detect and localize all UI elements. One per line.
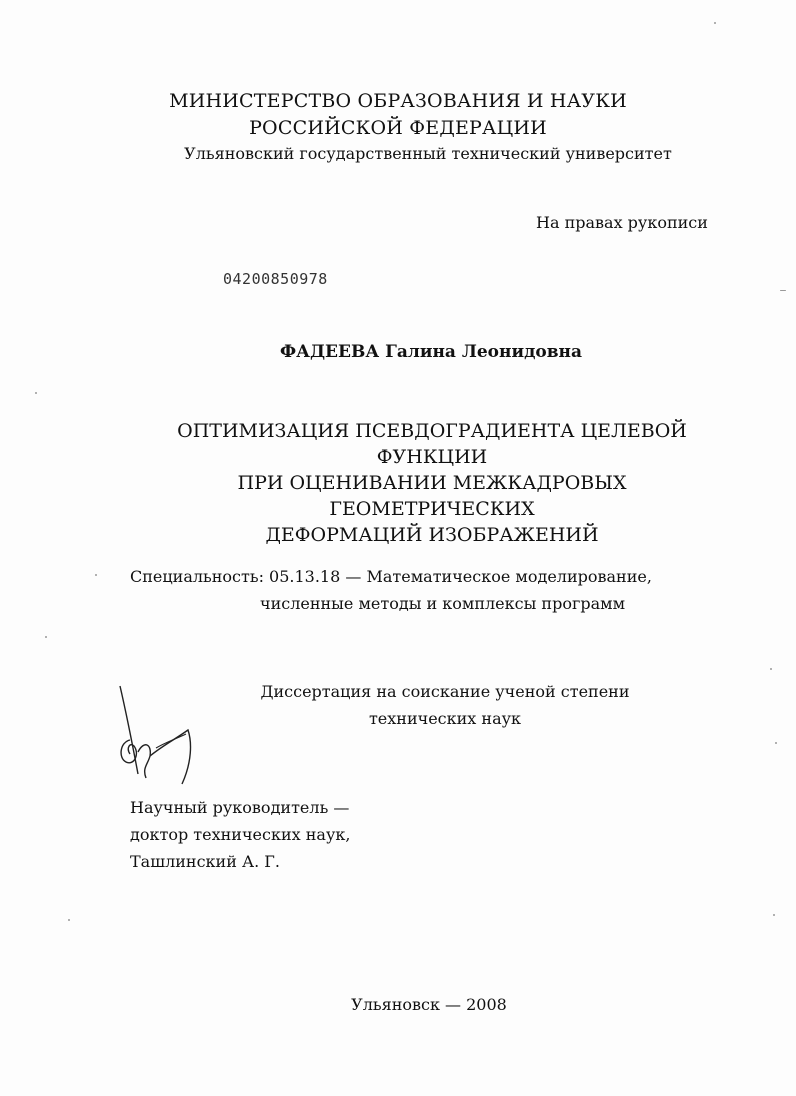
scan-speck (775, 742, 777, 744)
city-year: Ульяновск — 2008 (351, 995, 507, 1014)
document-id-stamp: 04200850978 (223, 270, 328, 288)
dissertation-line-2: технических наук (368, 709, 522, 728)
rights-note: На правах рукописи (536, 213, 708, 232)
scan-speck (773, 914, 775, 916)
specialty-block (130, 563, 652, 617)
thesis-title (140, 418, 724, 548)
ministry-line-1: МИНИСТЕРСТВО ОБРАЗОВАНИЯ И НАУКИ (169, 90, 627, 112)
scan-speck (45, 636, 47, 638)
supervisor-line-1: Научный руководитель — (130, 798, 350, 817)
dissertation-line-1: Диссертация на соискание ученой степени (260, 682, 630, 701)
supervisor-block (130, 794, 350, 875)
supervisor-line-2: доктор технических наук, (130, 825, 351, 844)
scan-speck (714, 22, 716, 24)
scan-speck (68, 919, 70, 921)
university-name: Ульяновский государственный технический университет (184, 144, 672, 163)
scan-speck (35, 392, 37, 394)
supervisor-line-3: Ташлинский А. Г. (130, 852, 280, 871)
handwritten-signature (112, 682, 202, 792)
thesis-title-line-1: ОПТИМИЗАЦИЯ ПСЕВДОГРАДИЕНТА ЦЕЛЕВОЙ ФУНКЦИИ (177, 420, 687, 468)
author-name: ФАДЕЕВА Галина Леонидовна (279, 342, 583, 362)
scan-speck (95, 574, 97, 576)
specialty-line-2: численные методы и комплексы программ (260, 594, 626, 613)
scan-speck (770, 668, 772, 670)
scan-speck (780, 290, 786, 291)
specialty-line-1: Специальность: 05.13.18 — Математическое моделирование, (130, 567, 652, 586)
thesis-title-line-3: ДЕФОРМАЦИЙ ИЗОБРАЖЕНИЙ (265, 524, 599, 546)
ministry-heading (0, 88, 796, 142)
ministry-line-2: РОССИЙСКОЙ ФЕДЕРАЦИИ (249, 117, 547, 139)
thesis-title-line-2: ПРИ ОЦЕНИВАНИИ МЕЖКАДРОВЫХ ГЕОМЕТРИЧЕСКИХ (237, 472, 627, 520)
dissertation-degree (258, 678, 632, 732)
